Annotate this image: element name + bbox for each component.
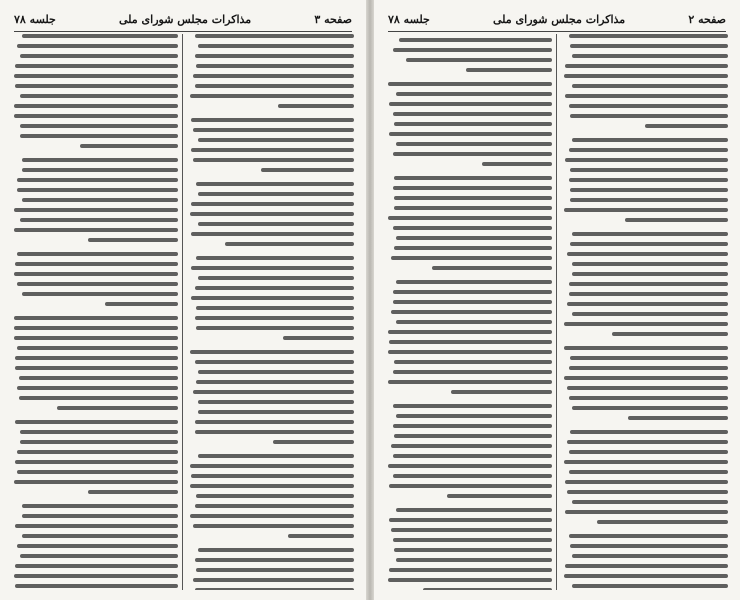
text-line <box>20 124 178 128</box>
text-line <box>193 128 354 132</box>
text-line <box>195 420 354 424</box>
text-line <box>15 356 178 360</box>
text-line <box>389 102 552 106</box>
text-line <box>628 416 728 420</box>
text-line <box>14 316 178 320</box>
text-line <box>564 346 728 350</box>
text-line <box>195 316 354 320</box>
text-line <box>564 74 728 78</box>
text-line <box>17 544 178 548</box>
text-line <box>17 346 178 350</box>
text-line <box>190 94 354 98</box>
text-line <box>569 366 728 370</box>
text-line <box>196 380 354 384</box>
right-page-number: صفحه ۲ <box>688 12 726 26</box>
left-page <box>0 0 366 600</box>
text-line <box>564 574 728 578</box>
text-line <box>15 420 178 424</box>
text-line <box>569 470 728 474</box>
text-line <box>191 296 354 300</box>
text-line <box>198 370 354 374</box>
text-line <box>396 142 552 146</box>
text-line <box>569 396 728 400</box>
text-line <box>565 94 728 98</box>
text-line <box>567 440 728 444</box>
text-line <box>570 188 728 192</box>
text-line <box>198 400 354 404</box>
text-line <box>22 168 178 172</box>
text-line <box>570 544 728 548</box>
text-line <box>198 410 354 414</box>
text-line <box>567 302 728 306</box>
text-line <box>423 588 552 590</box>
text-line <box>565 480 728 484</box>
text-line <box>625 218 728 222</box>
text-line <box>572 232 728 236</box>
text-line <box>283 336 354 340</box>
text-line <box>22 514 178 518</box>
text-line <box>393 454 552 458</box>
text-line <box>14 208 178 212</box>
text-line <box>20 54 178 58</box>
text-line <box>22 198 178 202</box>
text-line <box>570 242 728 246</box>
text-line <box>565 158 728 162</box>
text-line <box>572 406 728 410</box>
text-line <box>570 430 728 434</box>
text-line <box>391 310 552 314</box>
text-line <box>572 312 728 316</box>
right-page-session: جلسه ۷۸ <box>388 12 430 26</box>
text-line <box>482 162 552 166</box>
text-line <box>20 94 178 98</box>
text-line <box>396 320 552 324</box>
text-line <box>570 168 728 172</box>
text-line <box>388 578 552 582</box>
text-line <box>22 534 178 538</box>
text-line <box>20 440 178 444</box>
text-line <box>393 186 552 190</box>
text-line <box>196 568 354 572</box>
text-line <box>388 216 552 220</box>
text-line <box>195 34 354 38</box>
text-line <box>389 484 552 488</box>
text-line <box>22 158 178 162</box>
text-line <box>15 584 178 588</box>
text-line <box>195 588 354 590</box>
text-line <box>572 500 728 504</box>
text-line <box>288 534 354 538</box>
text-line <box>394 176 552 180</box>
text-line <box>105 302 178 306</box>
text-line <box>393 538 552 542</box>
text-line <box>391 256 552 260</box>
text-line <box>198 138 354 142</box>
text-line <box>14 74 178 78</box>
text-line <box>572 554 728 558</box>
text-line <box>14 104 178 108</box>
text-line <box>565 64 728 68</box>
text-line <box>193 158 354 162</box>
text-line <box>393 152 552 156</box>
text-line <box>15 64 178 68</box>
text-line <box>564 322 728 326</box>
text-line <box>273 440 354 444</box>
text-line <box>569 292 728 296</box>
left-page-left-column <box>12 34 178 590</box>
text-line <box>597 520 728 524</box>
left-page-session: جلسه ۷۸ <box>14 12 56 26</box>
text-line <box>389 340 552 344</box>
text-line <box>20 430 178 434</box>
text-line <box>394 246 552 250</box>
text-line <box>569 534 728 538</box>
text-line <box>15 366 178 370</box>
text-line <box>645 124 728 128</box>
text-line <box>569 178 728 182</box>
text-line <box>396 414 552 418</box>
text-line <box>564 376 728 380</box>
text-line <box>14 326 178 330</box>
text-line <box>565 564 728 568</box>
text-line <box>570 44 728 48</box>
text-line <box>17 252 178 256</box>
text-line <box>196 256 354 260</box>
text-line <box>388 350 552 354</box>
text-line <box>394 434 552 438</box>
text-line <box>396 508 552 512</box>
left-page-header <box>14 10 352 32</box>
text-line <box>388 82 552 86</box>
text-line <box>17 188 178 192</box>
text-line <box>389 132 552 136</box>
text-line <box>391 528 552 532</box>
text-line <box>15 262 178 266</box>
text-line <box>389 518 552 522</box>
right-page <box>374 0 740 600</box>
text-line <box>196 326 354 330</box>
text-line <box>198 192 354 196</box>
text-line <box>196 182 354 186</box>
text-line <box>195 286 354 290</box>
text-line <box>196 64 354 68</box>
text-line <box>567 490 728 494</box>
agenda-heading-block <box>386 38 552 72</box>
text-line <box>193 578 354 582</box>
right-page-title: مذاکرات مجلس شورای ملی <box>493 12 626 26</box>
text-line <box>570 198 728 202</box>
text-line <box>393 404 552 408</box>
text-line <box>572 138 728 142</box>
text-line <box>191 232 354 236</box>
text-line <box>570 114 728 118</box>
column-divider <box>556 34 557 590</box>
text-line <box>14 336 178 340</box>
text-line <box>17 450 178 454</box>
text-line <box>14 228 178 232</box>
text-line <box>191 202 354 206</box>
text-line <box>195 504 354 508</box>
text-line <box>572 54 728 58</box>
text-line <box>393 474 552 478</box>
text-line <box>388 464 552 468</box>
text-line <box>569 282 728 286</box>
text-line <box>388 380 552 384</box>
text-line <box>394 360 552 364</box>
text-line <box>14 574 178 578</box>
text-line <box>17 470 178 474</box>
text-line <box>80 144 178 148</box>
text-line <box>195 430 354 434</box>
text-line <box>17 386 178 390</box>
text-line <box>567 252 728 256</box>
text-line <box>393 112 552 116</box>
text-line <box>225 242 354 246</box>
book-gutter <box>366 0 374 600</box>
text-line <box>394 196 552 200</box>
text-line <box>570 356 728 360</box>
text-line <box>190 464 354 468</box>
text-line <box>396 236 552 240</box>
text-line <box>261 168 354 172</box>
text-line <box>393 300 552 304</box>
text-line <box>195 360 354 364</box>
text-line <box>394 548 552 552</box>
text-line <box>17 282 178 286</box>
text-line <box>396 558 552 562</box>
text-line <box>14 272 178 276</box>
text-line <box>198 548 354 552</box>
text-line <box>569 34 728 38</box>
text-line <box>394 206 552 210</box>
text-line <box>396 280 552 284</box>
text-line <box>394 122 552 126</box>
text-line <box>20 218 178 222</box>
text-line <box>198 454 354 458</box>
text-line <box>388 330 552 334</box>
text-line <box>193 524 354 528</box>
text-line <box>15 564 178 568</box>
text-line <box>15 84 178 88</box>
text-line <box>190 484 354 488</box>
text-line <box>22 34 178 38</box>
text-line <box>191 148 354 152</box>
text-line <box>22 504 178 508</box>
text-line <box>564 460 728 464</box>
text-line <box>572 262 728 266</box>
left-page-title: مذاکرات مجلس شورای ملی <box>119 12 252 26</box>
text-line <box>19 396 178 400</box>
text-line <box>196 494 354 498</box>
text-line <box>195 54 354 58</box>
text-line <box>198 276 354 280</box>
text-line <box>451 390 552 394</box>
text-line <box>569 148 728 152</box>
text-line <box>572 584 728 588</box>
text-line <box>567 386 728 390</box>
text-line <box>278 104 354 108</box>
text-line <box>191 474 354 478</box>
text-line <box>190 350 354 354</box>
text-line <box>14 480 178 484</box>
text-line <box>393 226 552 230</box>
text-line <box>20 554 178 558</box>
text-line <box>22 292 178 296</box>
left-page-right-column <box>188 34 354 590</box>
text-line <box>190 514 354 518</box>
text-line <box>569 450 728 454</box>
text-line <box>565 510 728 514</box>
text-line <box>15 460 178 464</box>
text-line <box>15 524 178 528</box>
right-page-right-column <box>562 34 728 590</box>
text-line <box>57 406 178 410</box>
text-line <box>432 266 552 270</box>
text-line <box>572 272 728 276</box>
text-line <box>195 558 354 562</box>
right-page-left-column <box>386 34 552 590</box>
text-line <box>396 92 552 96</box>
text-line <box>19 376 178 380</box>
text-line <box>191 266 354 270</box>
text-line <box>564 208 728 212</box>
text-line <box>17 44 178 48</box>
text-line <box>447 494 552 498</box>
text-line <box>193 74 354 78</box>
text-line <box>612 332 728 336</box>
text-line <box>195 84 354 88</box>
right-page-header <box>388 10 726 32</box>
text-line <box>193 390 354 394</box>
text-line <box>391 444 552 448</box>
text-line <box>198 222 354 226</box>
text-line <box>20 134 178 138</box>
text-line <box>88 490 178 494</box>
text-line <box>198 44 354 48</box>
text-line <box>190 212 354 216</box>
text-line <box>393 290 552 294</box>
text-line <box>569 104 728 108</box>
text-line <box>572 84 728 88</box>
text-line <box>196 306 354 310</box>
text-line <box>393 370 552 374</box>
text-line <box>17 178 178 182</box>
column-divider <box>182 34 183 590</box>
left-page-number: صفحه ۳ <box>314 12 352 26</box>
text-line <box>191 118 354 122</box>
text-line <box>389 568 552 572</box>
text-line <box>14 114 178 118</box>
text-line <box>393 424 552 428</box>
text-line <box>88 238 178 242</box>
